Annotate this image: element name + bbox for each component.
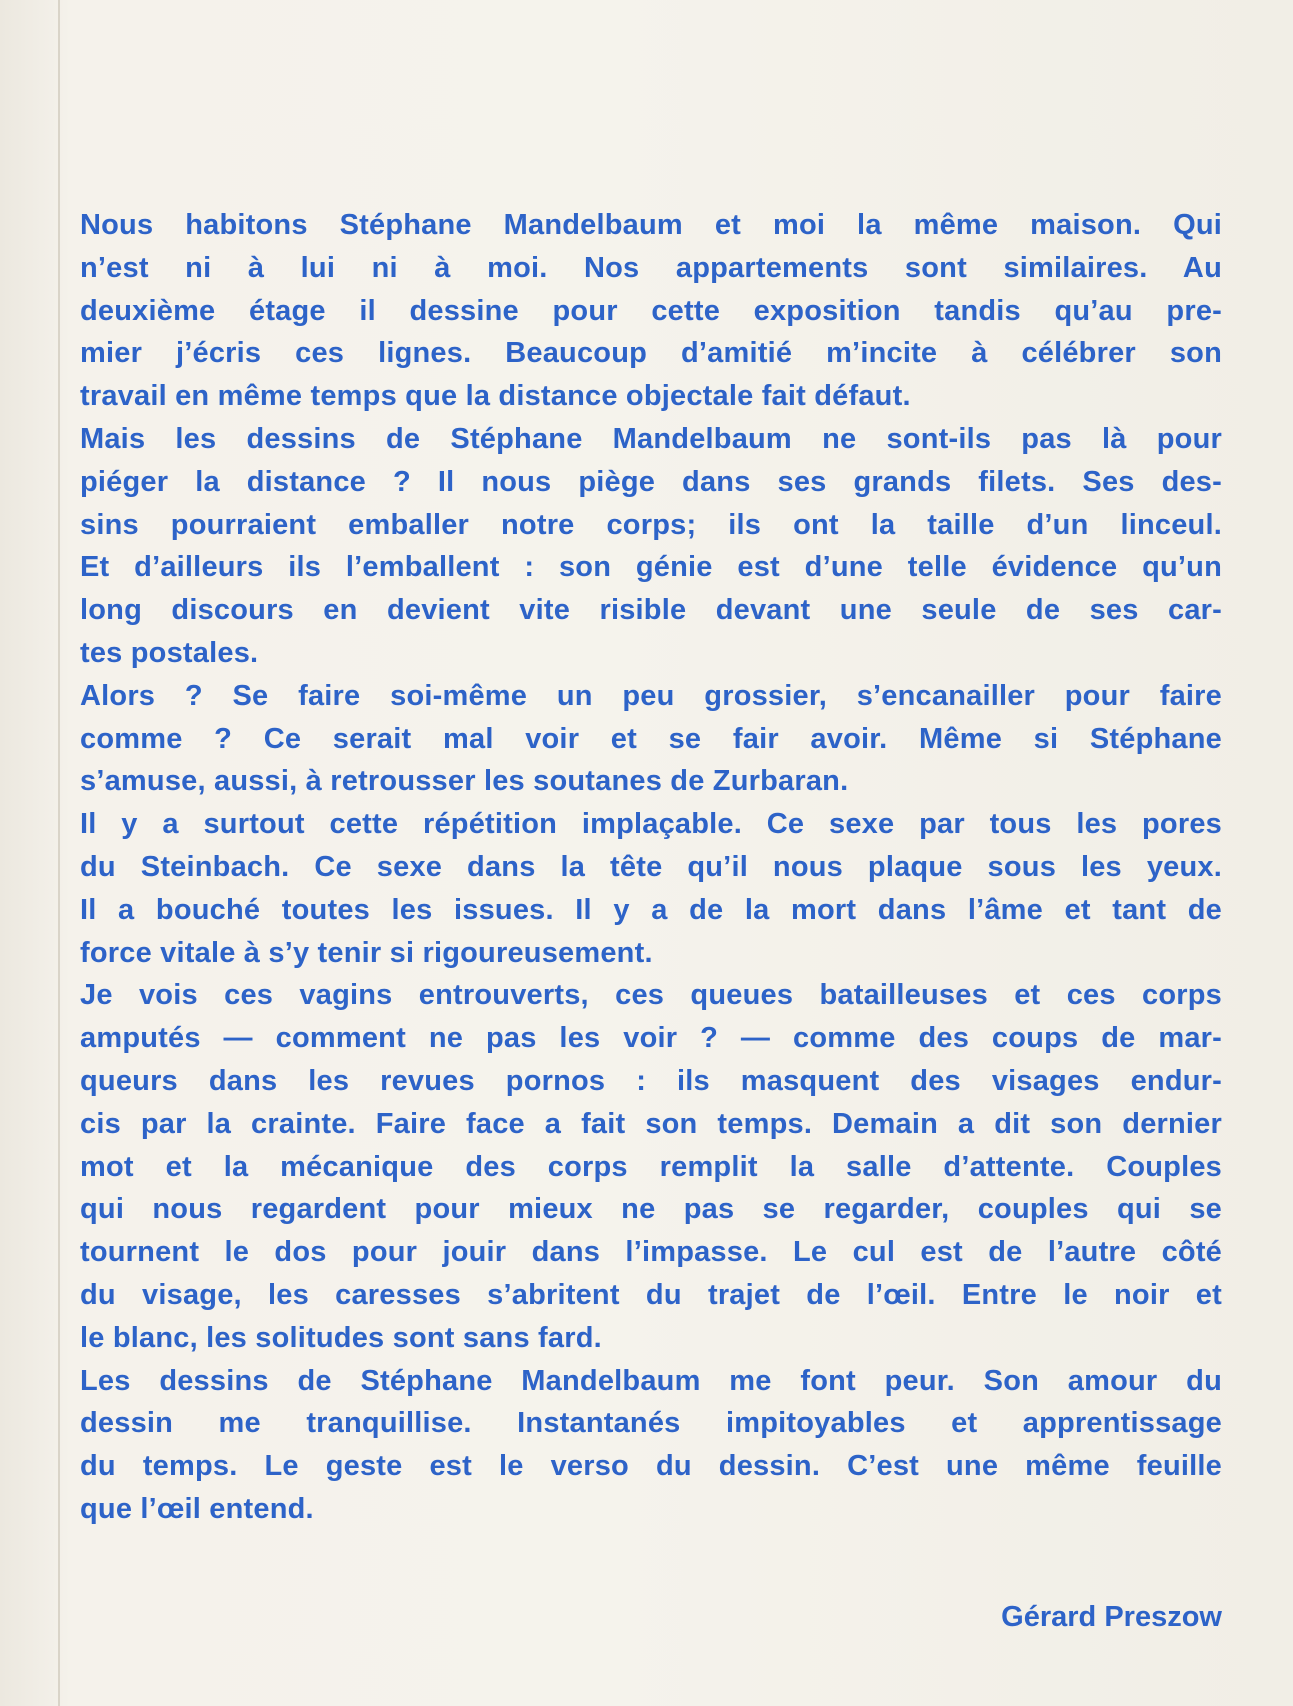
text-line: Il a bouché toutes les issues. Il y a de la mort dans l’âme et tant de: [80, 893, 1222, 926]
text-line: s’amuse, aussi, à retrousser les soutanes de Zurbaran.: [80, 765, 849, 798]
paragraph: [80, 1360, 1222, 1531]
text-line: queurs dans les revues pornos : ils masquent des visages endur-: [80, 1064, 1222, 1097]
text-line: force vitale à s’y tenir si rigoureusement.: [80, 936, 653, 969]
text-line: n’est ni à lui ni à moi. Nos appartements sont similaires. Au: [80, 251, 1222, 284]
text-line: Alors ? Se faire soi-même un peu grossier, s’encanailler pour faire: [80, 679, 1222, 712]
text-line: du visage, les caresses s’abritent du trajet de l’œil. Entre le noir et: [80, 1278, 1222, 1311]
text-line: Je vois ces vagins entrouverts, ces queues batailleuses et ces corps: [80, 979, 1222, 1012]
text-line: dessin me tranquillise. Instantanés impitoyables et apprentissage: [80, 1407, 1222, 1440]
text-line: tes postales.: [80, 636, 259, 669]
paragraph: [80, 675, 1222, 803]
text-line: du temps. Le geste est le verso du dessin. C’est une même feuille: [80, 1450, 1222, 1483]
text-line: qui nous regardent pour mieux ne pas se regarder, couples qui se: [80, 1193, 1222, 1226]
text-line: du Steinbach. Ce sexe dans la tête qu’il nous plaque sous les yeux.: [80, 850, 1222, 883]
paragraph: [80, 803, 1222, 974]
text-line: deuxième étage il dessine pour cette exposition tandis qu’au pre-: [80, 294, 1222, 327]
text-line: travail en même temps que la distance objectale fait défaut.: [80, 380, 911, 413]
text-line: Nous habitons Stéphane Mandelbaum et moi la même maison. Qui: [80, 209, 1222, 241]
text-line: le blanc, les solitudes sont sans fard.: [80, 1321, 602, 1354]
binding-shadow: [0, 0, 58, 1706]
text-line: comme ? Ce serait mal voir et se fair avoir. Même si Stéphane: [80, 722, 1222, 755]
text-line: long discours en devient vite risible devant une seule de ses car-: [80, 594, 1222, 627]
text-line: mot et la mécanique des corps remplit la salle d’attente. Couples: [80, 1150, 1222, 1183]
text-line: tournent le dos pour jouir dans l’impasse. Le cul est de l’autre côté: [80, 1236, 1222, 1269]
text-line: Il y a surtout cette répétition implaçable. Ce sexe par tous les pores: [80, 808, 1222, 841]
text-line: piéger la distance ? Il nous piège dans ses grands filets. Ses des-: [80, 465, 1222, 498]
text-line: Mais les dessins de Stéphane Mandelbaum ne sont-ils pas là pour: [80, 422, 1222, 455]
text-line: sins pourraient emballer notre corps; ils ont la taille d’un linceul.: [80, 508, 1222, 541]
binding-edge: [58, 0, 60, 1706]
text-line: que l’œil entend.: [80, 1492, 314, 1525]
text-line: Et d’ailleurs ils l’emballent : son génie est d’une telle évidence qu’un: [80, 551, 1222, 584]
text-line: Les dessins de Stéphane Mandelbaum me font peur. Son amour du: [80, 1364, 1222, 1397]
text-line: amputés — comment ne pas les voir ? — comme des coups de mar-: [80, 1022, 1222, 1055]
author-signature: Gérard Preszow: [1001, 1601, 1222, 1633]
paragraph: [80, 204, 1222, 418]
text-line: cis par la crainte. Faire face a fait son temps. Demain a dit son dernier: [80, 1107, 1222, 1140]
paragraph: [80, 418, 1222, 675]
paragraph: [80, 974, 1222, 1359]
essay-text: [80, 204, 1222, 1531]
text-line: mier j’écris ces lignes. Beaucoup d’amitié m’incite à célébrer son: [80, 337, 1222, 370]
